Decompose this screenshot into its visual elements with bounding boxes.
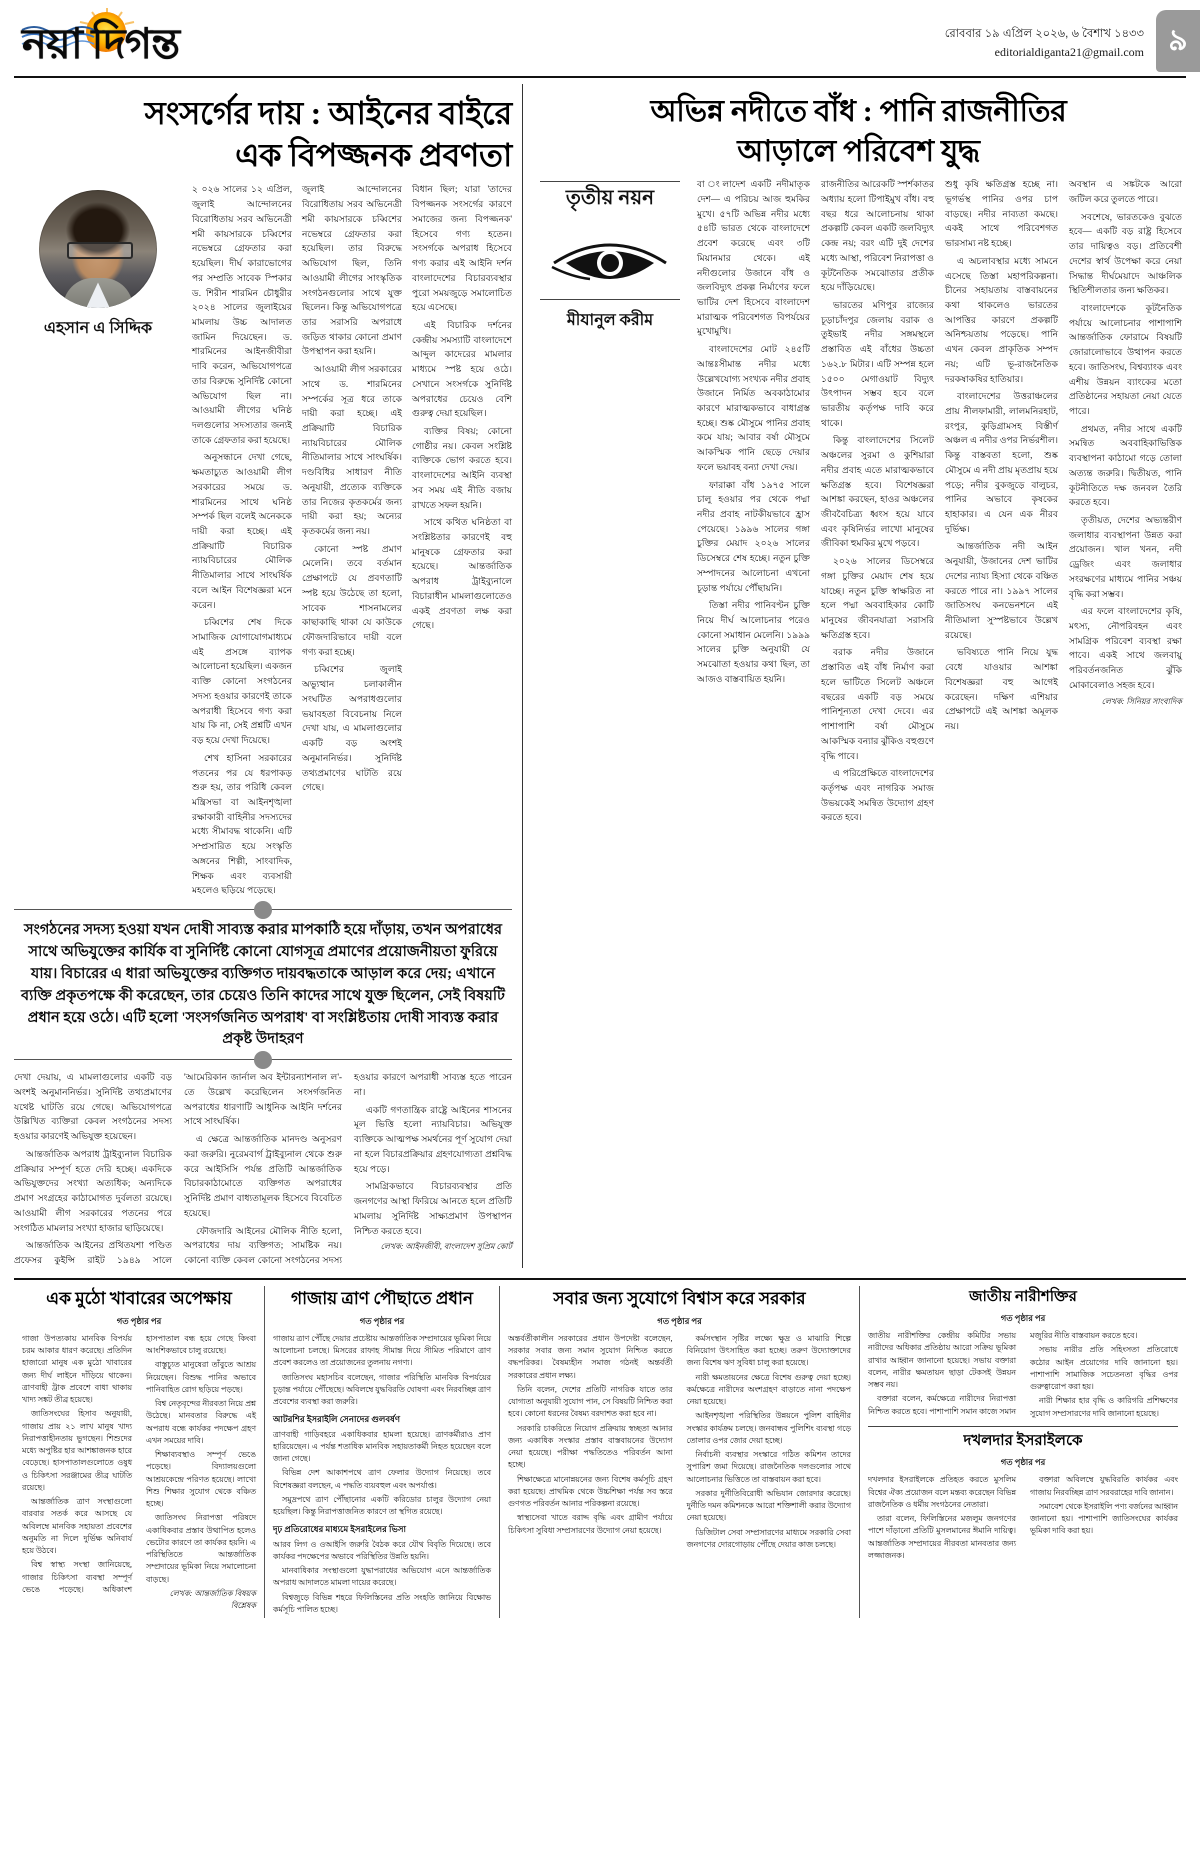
paragraph: জাতিসংঘের হিসাব অনুযায়ী, গাজায় প্রায় ২১ লাখ মানুষ খাদ্য নিরাপত্তাহীনতায় ভুগছেন। শিশুদের মধ্যে অপুষ্টির হার আশঙ্কাজনক হারে বেড়েছে। হাসপাতালগুলোতে ওষুধ ও চিকিৎসা সরঞ্জামের তীব্র ঘাটতি রয়েছে।	[22, 1409, 132, 1492]
left-col-b	[302, 182, 402, 901]
paragraph: বাংলাদেশকে কূটনৈতিক পর্যায়ে আলোচনার পাশাপাশি আন্তর্জাতিক ফোরামে বিষয়টি জোরালোভাবে উত্থাপন করতে হবে। জাতিসংঘ, বিশ্বব্যাংক এবং এশীয় উন্নয়ন ব্যাংকের মতো প্রতিষ্ঠানের সহায়তা নেয়া যেতে পারে।	[1069, 302, 1182, 416]
paragraph: কিন্তু বাংলাদেশের সিলেট অঞ্চলের সুরমা ও কুশিয়ারা নদীর প্রবাহ এতে মারাত্মকভাবে ক্ষতিগ্রস্ত হবে। বিশেষজ্ঞরা আশঙ্কা করছেন, হাওর অঞ্চলের জীববৈচিত্র্য ধ্বংস হয়ে যাবে এবং কৃষিনির্ভর লাখো মানুষের জীবিকা হুমকির মুখে পড়বে।	[821, 435, 934, 549]
paragraph: মানবাধিকার সংস্থাগুলো যুদ্ধাপরাধের অভিযোগ এনে আন্তর্জাতিক অপরাধ আদালতে মামলা দায়ের করেছে।	[273, 1566, 491, 1588]
bottom-headline-1: এক মুঠো খাবারের অপেক্ষায়	[46, 1288, 232, 1308]
paragraph: বরাক নদীর উজানে প্রস্তাবিত এই বাঁধ নির্মাণ করা হলে ভাটিতে সিলেট অঞ্চলে বছরের একটি বড় সময়ে পানিশূন্যতা দেখা দেবে। এর পাশাপাশি বর্ষা মৌসুমে আকস্মিক বন্যার ঝুঁকিও বহুগুণে বৃদ্ধি পাবে।	[821, 647, 934, 761]
bottom-articles	[14, 1286, 1186, 1618]
right-col-c	[945, 177, 1058, 828]
paragraph: বাস্তুচ্যুত মানুষেরা তাঁবুতে আশ্রয় নিয়েছেন। বিশুদ্ধ পানির অভাবে পানিবাহিত রোগ ছড়িয়ে পড়ছে।	[146, 1360, 256, 1394]
paragraph: জুলাই আন্দোলনের বিরোধিতায় সরব অভিনেত্রী শমী কায়সারকে চব্বিশের নভেম্বরে গ্রেফতার করা হয়েছিল। তার বিরুদ্ধে অভিযোগ ছিল, তিনি আওয়ামী লীগের সাংস্কৃতিক সংগঠনগুলোর সাথে যুক্ত ছিলেন। কিন্তু অভিযোগপত্রে তার সরাসরি অপরাধে জড়িত থাকার কোনো প্রমাণ উপস্থাপন করা হয়নি।	[302, 184, 402, 357]
paragraph: বাংলাদেশের মোট ২৪৫টি আন্তঃসীমান্ত নদীর মধ্যে উল্লেখযোগ্য সংখ্যক নদীর প্রবাহ উজানে নির্মিত অবকাঠামোর কারণে মারাত্মকভাবে বাধাগ্রস্ত হচ্ছে। শুষ্ক মৌসুমে পানির প্রবাহ কমে যায়; আবার বর্ষা মৌসুমে আকস্মিক পানি ছেড়ে দেয়ার ফলে ভয়াবহ বন্যা দেখা দেয়।	[697, 344, 810, 472]
paragraph: জাতীয় নারীশক্তির কেন্দ্রীয় কমিটির সভায় নারীদের অধিকার প্রতিষ্ঠায় আরো সক্রিয় ভূমিকা রাখার আহ্বান জানানো হয়েছে। সভায় বক্তারা বলেন, নারীর ক্ষমতায়ন ছাড়া টেকসই উন্নয়ন সম্ভব নয়।	[868, 1331, 1016, 1390]
paragraph: জাতিসংঘ মহাসচিব বলেছেন, গাজার পরিস্থিতি মানবিক বিপর্যয়ের চূড়ান্ত পর্যায়ে পৌঁছেছে। অবিলম্বে যুদ্ধবিরতি ঘোষণা এবং নিরবচ্ছিন্ন ত্রাণ প্রবেশের ব্যবস্থা করা জরুরি।	[273, 1372, 491, 1406]
paragraph: আরব লিগ ও ওআইসি জরুরি বৈঠক করে যৌথ বিবৃতি দিয়েছে। তবে কার্যকর পদক্ষেপের অভাবে পরিস্থিতির উন্নতি হয়নি।	[273, 1539, 491, 1561]
publication-date: রোববার ১৯ এপ্রিল ২০২৬, ৬ বৈশাখ ১৪৩৩	[944, 28, 1144, 40]
paragraph: বক্তারা অবিলম্বে যুদ্ধবিরতি কার্যকর এবং গাজায় নিরবচ্ছিন্ন ত্রাণ সরবরাহের দাবি জানান।	[1030, 1475, 1178, 1497]
bottom-article-3	[499, 1286, 859, 1618]
paragraph: সমুদ্রপথে ত্রাণ পৌঁছানোর একটি করিডোর চালুর উদ্যোগ নেয়া হয়েছিল। কিন্তু নিরাপত্তাজনিত কারণে তা স্থগিত রয়েছে।	[273, 1494, 491, 1517]
paragraph: চব্বিশের শেষ দিকে সামাজিক যোগাযোগমাধ্যমে এই প্রসঙ্গে ব্যাপক আলোচনা হয়েছিল। একজন ব্যক্তি কোনো সংগঠনের সদস্য হওয়ার কারণেই তাকে অপরাধী হিসেবে গণ্য করা যায় কি না, সেই প্রশ্নটি এখন বড় হয়ে দেখা দিয়েছে।	[192, 617, 292, 746]
paragraph: আন্তর্জাতিক ত্রাণ সংস্থাগুলো বারবার সতর্ক করে আসছে যে অবিলম্বে মানবিক সহায়তা প্রবেশের অনুমতি না দিলে দুর্ভিক্ষ অনিবার্য হয়ে উঠবে।	[22, 1497, 132, 1555]
pull-quote-block	[14, 909, 512, 1060]
editorial-email[interactable]: editorialdiganta21@gmail.com	[994, 45, 1144, 60]
paragraph: দখলদার ইসরাইলকে প্রতিহত করতে মুসলিম বিশ্বের ঐক্য প্রয়োজন বলে মন্তব্য করেছেন বিভিন্ন রাজনৈতিক ও ধর্মীয় সংগঠনের নেতারা।	[868, 1475, 1016, 1509]
pull-quote-rule-bottom	[14, 1059, 512, 1060]
paragraph: জাতিসংঘ নিরাপত্তা পরিষদে একাধিকবার প্রস্তাব উত্থাপিত হলেও ভেটোর কারণে তা কার্যকর হয়নি। এ পরিস্থিতিতে আন্তর্জাতিক সম্প্রদায়ের ভূমিকা নিয়ে সমালোচনা বাড়ছে।	[146, 1513, 256, 1584]
paragraph: শিক্ষাব্যবস্থাও সম্পূর্ণ ভেঙে পড়েছে। বিদ্যালয়গুলো আশ্রয়কেন্দ্রে পরিণত হয়েছে। লাখো শিশু শিক্ষার সুযোগ থেকে বঞ্চিত হচ্ছে।	[146, 1450, 256, 1508]
paragraph: বিশ্বজুড়ে বিভিন্ন শহরে ফিলিস্তিনের প্রতি সংহতি জানিয়ে বিক্ষোভ কর্মসূচি পালিত হচ্ছে।	[273, 1592, 491, 1614]
column-rule-bottom	[540, 299, 680, 300]
paragraph: আন্তর্জাতিক আইনের প্রথিতযশা পণ্ডিত প্রফেসর কুইন্সি রাইট ১৯৪৯ সালে 'আমেরিকান জার্নাল অব ইন্টারন্যাশনাল ল'-তে উল্লেখ করেছিলেন সংসর্গজনিত অপরাধের ধারণাটি আধুনিক আইনি দর্শনের সাথে সাংঘর্ষিক।	[14, 1072, 342, 1265]
paragraph: আইনশৃঙ্খলা পরিস্থিতির উন্নয়নে পুলিশ বাহিনীর সংস্কার কার্যক্রম চলছে। জনবান্ধব পুলিশিং ব্যবস্থা গড়ে তোলার ওপর জোর দেয়া হচ্ছে।	[686, 1411, 851, 1445]
headline-line-1: অভিন্ন নদীতে বাঁধ : পানি রাজনীতির	[650, 95, 1067, 128]
paragraph: গাজা উপত্যকায় মানবিক বিপর্যয় চরম আকার ধারণ করেছে। প্রতিদিন হাজারো মানুষ এক মুঠো খাবারের জন্য দীর্ঘ লাইনে দাঁড়িয়ে থাকেন। ত্রাণবাহী ট্রাক প্রবেশে বাধা থাকায় খাদ্য সঙ্কট তীব্র হয়েছে।	[22, 1333, 132, 1404]
paragraph: সভায় নারীর প্রতি সহিংসতা প্রতিরোধে কঠোর আইন প্রয়োগের দাবি জানানো হয়। পাশাপাশি সামাজিক সচেতনতা বৃদ্ধির ওপর গুরুত্বারোপ করা হয়।	[1030, 1345, 1178, 1392]
paragraph: কোনো স্পষ্ট প্রমাণ মেলেনি। তবে বর্তমান প্রেক্ষাপটে যে প্রবণতাটি স্পষ্ট হয়ে উঠেছে তা হলো, সাবেক শাসনামলের কাছাকাছি থাকা যে কাউকে ফৌজদারিভাবে দায়ী বলে গণ্য করা হচ্ছে।	[302, 543, 402, 657]
pull-quote-rule-top	[14, 909, 512, 910]
author-collar	[86, 282, 110, 308]
bottom-article-2	[264, 1286, 499, 1618]
left-col-c	[412, 182, 512, 901]
masthead-divider	[14, 76, 1186, 78]
continuation-note-2: গত পৃষ্ঠার পর	[359, 1316, 405, 1326]
paragraph: আওয়ামী লীগ সরকারের সাথে ড. শারমিনের সম্পর্কের সূত্র ধরে তাকে দায়ী করা হচ্ছে। এই প্রক্রিয়াটি বিচারিক ন্যায়বিচারের মৌলিক নীতিমালার সাথে সাংঘর্ষিক। দণ্ডবিধির সাধারণ নীতি অনুযায়ী, প্রত্যেক ব্যক্তিকে তার নিজের কৃতকর্মের জন্য দায়ী করা হয়; অন্যের কৃতকর্মের জন্য নয়।	[302, 364, 402, 536]
paragraph: তারা বলেন, ফিলিস্তিনের মজলুম জনগণের পাশে দাঁড়ানো প্রতিটি মুসলমানের ঈমানি দায়িত্ব। আন্তর্জাতিক সম্প্রদায়ের নীরবতা মানবতার জন্য লজ্জাজনক।	[868, 1514, 1016, 1560]
paragraph: বিশ্ব নেতৃবৃন্দের নীরবতা নিয়ে প্রশ্ন উঠেছে। মানবতার বিরুদ্ধে এই অপরাধ বন্ধে কার্যকর পদক্ষেপ গ্রহণ এখন সময়ের দাবি।	[146, 1399, 256, 1445]
section-divider	[14, 1278, 1186, 1280]
paragraph: ত্রাণবাহী গাড়িবহরে একাধিকবার হামলা হয়েছে। ত্রাণকর্মীরাও প্রাণ হারিয়েছেন। এ পর্যন্ত শতাধিক মানবিক সহায়তাকর্মী নিহত হয়েছেন বলে জানা গেছে।	[273, 1429, 491, 1464]
bottom-headline-3: সবার জন্য সুযোগে বিশ্বাস করে সরকার	[553, 1288, 806, 1308]
newspaper-logo[interactable]	[14, 10, 179, 66]
right-col-d	[1069, 177, 1182, 828]
left-col-a	[192, 182, 292, 901]
headline-line-2: আড়ালে পরিবেশ যুদ্ধ	[737, 134, 980, 168]
masthead	[14, 10, 1186, 72]
pull-quote-dot-bottom	[254, 1051, 272, 1069]
paragraph: নির্বাচনী ব্যবস্থার সংস্কারে গঠিত কমিশন তাদের সুপারিশ জমা দিয়েছে। রাজনৈতিক দলগুলোর সাথে আলোচনার ভিত্তিতে তা বাস্তবায়ন করা হবে।	[686, 1450, 851, 1484]
paragraph: সরকারি চাকরিতে নিয়োগ প্রক্রিয়ায় স্বচ্ছতা আনার জন্য একাধিক সংস্কার প্রস্তাব বাস্তবায়নের উদ্যোগ নেয়া হয়েছে। পরীক্ষা পদ্ধতিতেও পরিবর্তন আনা হচ্ছে।	[508, 1423, 673, 1470]
paragraph: বাংলাদেশের উত্তরাঞ্চলের প্রায় নীলফামারী, লালমনিরহাট, রংপুর, কুড়িগ্রামসহ বিস্তীর্ণ অঞ্চল এ নদীর ওপর নির্ভরশীল। কিন্তু বাস্তবতা হলো, শুষ্ক মৌসুমে এ নদী প্রায় মৃতপ্রায় হয়ে পড়ে; নদীর বুকজুড়ে বালুচর, পানির অভাবে কৃষকের হাহাকার। এ যেন এক নীরব দুর্ভিক্ষ।	[945, 391, 1058, 534]
article-right-headline	[535, 92, 1182, 171]
paragraph: তিনি বলেন, দেশের প্রতিটি নাগরিক যাতে তার যোগ্যতা অনুযায়ী সুযোগ পান, সে বিষয়টি নিশ্চিত করা হবে। কোনো ধরনের বৈষম্য বরদাশত করা হবে না।	[508, 1384, 673, 1419]
pull-quote-dot-top	[254, 901, 272, 919]
bottom-headline-4: জাতীয় নারীশক্তির	[969, 1288, 1077, 1305]
bottom-body-2	[273, 1333, 491, 1616]
pull-quote-text: সংগঠনের সদস্য হওয়া যখন দোষী সাব্যস্ত করার মাপকাঠি হয়ে দাঁড়ায়, তখন অপরাধের সাথে অভিযুক্তের কার্যিক বা সুনির্দিষ্ট কোনো যোগসূত্র প্রমাণের প্রয়োজনীয়তা ফুরিয়ে যায়। বিচারের এ ধারা অভিযুক্তের ব্যক্তিগত দায়বদ্ধতাকে আড়াল করে দেয়; এখানে ব্যক্তি প্রকৃতপক্ষে কী করেছেন, তার চেয়েও তিনি কাদের সাথে যুক্ত ছিলেন, সেই বিষয়টি প্রধান হয়ে ওঠে। এটি হলো 'সংসর্গজনিত অপরাধ' বা সংশ্লিষ্টতায় দোষী সাব্যস্ত করার প্রকৃষ্ট উদাহরণ	[20, 921, 505, 1048]
paragraph: বিধান ছিল; যারা 'তাদের বিপজ্জনক সংসর্গের কারণে সমাজের জন্য বিপজ্জনক' হিসেবে গণ্য হতেন। সংসর্গকে অপরাধ হিসেবে গণ্য করার এই আইনি দর্শন বাংলাদেশের বিচারব্যবস্থার পুরো সময়জুড়ে সমালোচিত হয়ে এসেছে।	[412, 184, 512, 313]
paragraph: সাথে কথিত ঘনিষ্ঠতা বা সংশ্লিষ্টতার কারণেই বহু মানুষকে গ্রেফতার করা হয়েছে। আন্তর্জাতিক অপরাধ ট্রাইব্যুনালে বিচারাধীন মামলাগুলোতেও একই প্রবণতা লক্ষ করা গেছে।	[412, 517, 512, 631]
continuation-note-3: গত পৃষ্ঠার পর	[657, 1316, 702, 1326]
eye-icon	[550, 233, 670, 289]
article-left-body-top	[14, 182, 512, 901]
article-left-body-bottom	[14, 1070, 512, 1267]
paragraph: দেখা দেয়ায়, এ মামলাগুলোর একটি বড় অংশই অনুমাননির্ভর। সুনির্দিষ্ট তথ্যপ্রমাণের যথেষ্ট ঘাটতি রয়ে গেছে। অভিযোগপত্রে উল্লিখিত ব্যক্তিরা কেবল সংগঠনের সদস্য হওয়ার কারণেই অভিযুক্ত হয়েছেন।	[14, 1072, 172, 1142]
article-left	[14, 84, 522, 1268]
article-right	[522, 84, 1182, 1268]
continuation-note-5: গত পৃষ্ঠার পর	[1000, 1458, 1046, 1468]
paragraph: বিভিন্ন দেশ আকাশপথে ত্রাণ ফেলার উদ্যোগ নিয়েছে। তবে বিশেষজ্ঞরা বলছেন, এ পদ্ধতি ব্যয়বহুল এবং অপর্যাপ্ত।	[273, 1468, 491, 1490]
paragraph: চব্বিশের জুলাই অভ্যুত্থান চলাকালীন সংঘটিত অপরাধগুলোর ভয়াবহতা বিবেচনায় নিলে দেখা যায়, এ মামলাগুলোর একটি বড় অংশই অনুমাননির্ভর। সুনির্দিষ্ট তথ্যপ্রমাণের ঘাটতি রয়ে গেছে।	[302, 664, 402, 793]
continuation-note-1: গত পৃষ্ঠার পর	[116, 1316, 162, 1326]
paragraph: রাজনীতির আরেকটি স্পর্শকাতর অধ্যায় হলো টিপাইমুখ বাঁধ। বহু বছর ধরে আলোচনায় থাকা প্রকল্পটি কেবল একটি জলবিদ্যুৎ কেন্দ্র নয়; বরং এটি দুই দেশের মধ্যে আস্থা, পরিবেশ নিরাপত্তা ও কূটনৈতিক সমঝোতার প্রতীক হয়ে দাঁড়িয়েছে।	[821, 179, 934, 293]
bottom-subhead-2b: দৃঢ় প্রতিরোধের মাধ্যমে ইসরাইলের ভিসা	[273, 1524, 407, 1535]
paragraph: ডিজিটাল সেবা সম্প্রসারণের মাধ্যমে সরকারি সেবা জনগণের দোরগোড়ায় পৌঁছে দেয়ার কাজ চলছে।	[686, 1527, 851, 1549]
paragraph: আন্তর্জাতিক অপরাধ ট্রাইব্যুনাল বিচারিক প্রক্রিয়ার সম্পূর্ণ হতে দেরি হচ্ছে। একদিকে অভিযুক্তদের সংখ্যা অত্যধিক; অন্যদিকে প্রমাণ সংগ্রহের কাঠামোগত দুর্বলতা রয়েছে। আওয়ামী লীগ সরকারের পতনের পরে সংগঠিত মামলার সংখ্যা হাজার ছাড়িয়েছে।	[14, 1148, 172, 1233]
paragraph: ভারতের মণিপুর রাজ্যের চূড়াচাঁদপুর জেলায় বরাক ও তুইভাই নদীর সঙ্গমস্থলে প্রস্তাবিত এই বাঁধের উচ্চতা ১৬২.৮ মিটার। এটি সম্পন্ন হলে ১৫০০ মেগাওয়াট বিদ্যুৎ উৎপাদন সম্ভব হবে বলে ভারতীয় কর্তৃপক্ষ দাবি করে থাকে।	[821, 299, 934, 428]
right-col-a	[697, 177, 810, 828]
column-title: তৃতীয় নয়ন	[565, 187, 655, 210]
paragraph: আন্তর্জাতিক নদী আইন অনুযায়ী, উজানের দেশ ভাটির দেশের ন্যায্য হিস্যা থেকে বঞ্চিত করতে পারে না। ১৯৯৭ সালের জাতিসংঘ কনভেনশনে এই নীতিমালা সুস্পষ্টভাবে উল্লেখ রয়েছে।	[945, 541, 1058, 640]
paragraph: বক্তারা বলেন, কর্মক্ষেত্রে নারীদের নিরাপত্তা নিশ্চিত করতে হবে। পাশাপাশি সমান কাজে সমান মজুরির নীতি বাস্তবায়ন করতে হবে।	[868, 1331, 1138, 1416]
paragraph: নারী ক্ষমতায়নের ক্ষেত্রে বিশেষ গুরুত্ব দেয়া হচ্ছে। কর্মক্ষেত্রে নারীদের অংশগ্রহণ বাড়াতে নানা পদক্ষেপ নেয়া হয়েছে।	[686, 1372, 851, 1406]
paragraph: নারী শিক্ষার হার বৃদ্ধি ও কারিগরি প্রশিক্ষণের সুযোগ সম্প্রসারণের দাবি জানানো হয়েছে।	[1030, 1396, 1178, 1418]
headline-line-2: এক বিপজ্জনক প্রবণতা	[235, 137, 512, 174]
page-number-badge	[1156, 10, 1200, 72]
top-articles	[14, 84, 1186, 1268]
logo-text: নয়া দিগন্ত	[22, 22, 180, 68]
author-name: এহসান এ সিদ্দিক	[43, 320, 153, 338]
paragraph: এ ক্ষেত্রে আন্তর্জাতিক মানদণ্ড অনুসরণ করা জরুরি। নুরেমবার্গ ট্রাইব্যুনাল থেকে শুরু করে আইসিসি পর্যন্ত প্রতিটি আন্তর্জাতিক বিচারকাঠামোতে ব্যক্তিগত অপরাধের সুনির্দিষ্ট প্রমাণ বাধ্যতামূলক হিসেবে বিবেচিত হয়েছে।	[184, 1134, 342, 1218]
paragraph: বিশ্ব স্বাস্থ্য সংস্থা জানিয়েছে, গাজার চিকিৎসা ব্যবস্থা সম্পূর্ণ ভেঙে পড়েছে। অধিকাংশ হাসপাতাল বন্ধ হয়ে গেছে কিংবা আংশিকভাবে চালু রয়েছে।	[22, 1333, 256, 1594]
paragraph: সবশেষে, ভারতকেও বুঝতে হবে— একটি বড় রাষ্ট্র হিসেবে তার দায়িত্বও বড়। প্রতিবেশী দেশের স্বার্থ উপেক্ষা করে নেয়া সিদ্ধান্ত দীর্ঘমেয়াদে আঞ্চলিক স্থিতিশীলতার জন্য ক্ষতিকর।	[1069, 211, 1182, 296]
article-left-headline	[14, 92, 512, 176]
bottom-article-4-divider	[868, 1426, 1178, 1427]
continuation-note-4: গত পৃষ্ঠার পর	[1000, 1314, 1046, 1324]
paragraph: ২ ০২৬ সালের ১২ এপ্রিল, জুলাই আন্দোলনের বিরোধিতায় সরব অভিনেত্রী শমী কায়সারকে চব্বিশের নভেম্বরে গ্রেফতার করা হয়েছিল। দীর্ঘ কারাভোগের পর সম্প্রতি সাবেক স্পিকার ড. শিরীন শারমিন চৌধুরীর ২০২৪ সালের জুলাইয়ের মামলায় উচ্চ আদালত জামিন দিয়েছেন। ড. শারমিনের আইনজীবীরা দাবি করেন, অভিযোগপত্রে তার বিরুদ্ধে সুনির্দিষ্ট কোনো অভিযোগ ছিল না। আওয়ামী লীগের ঘনিষ্ঠ দলগুলোর সদস্যতার জন্যই তাকে গ্রেফতার করা হয়েছে।	[192, 184, 292, 445]
paragraph: সরকার দুর্নীতিবিরোধী অভিযান জোরদার করেছে। দুর্নীতি দমন কমিশনকে আরো শক্তিশালী করার উদ্যোগ নেয়া হয়েছে।	[686, 1488, 851, 1523]
article-credit: লেখক: আইনজীবী, বাংলাদেশ সুপ্রিম কোর্ট	[380, 1242, 512, 1252]
paragraph: শুধু কৃষি ক্ষতিগ্রস্ত হচ্ছে না। ভূগর্ভস্থ পানির ওপর চাপ বাড়ছে। নদীর নাব্যতা কমছে। একই সাথে পরিবেশগত ভারসাম্য নষ্ট হচ্ছে।	[945, 179, 1058, 249]
paragraph: তিস্তা নদীর পানিবণ্টন চুক্তি নিয়ে দীর্ঘ আলোচনার পরেও কোনো সমাধান মেলেনি। ১৯৯৯ সালের চুক্তি অনুযায়ী যে সমঝোতা হওয়ার কথা ছিল, তা আজও বাস্তবায়িত হয়নি।	[697, 600, 810, 684]
paragraph: সমাবেশ থেকে ইসরাইলি পণ্য বর্জনের আহ্বান জানানো হয়। পাশাপাশি জাতিসংঘের কার্যকর ভূমিকা দাবি করা হয়।	[1030, 1501, 1178, 1536]
right-col-b	[821, 177, 934, 828]
paragraph: সামগ্রিকভাবে বিচারব্যবস্থার প্রতি জনগণের আস্থা ফিরিয়ে আনতে হলে প্রতিটি মামলায় সুনির্দিষ্ট সাক্ষ্যপ্রমাণ উপস্থাপন নিশ্চিত করতে হবে।	[354, 1181, 512, 1236]
bottom-body-3	[508, 1333, 851, 1553]
paragraph: শিক্ষাক্ষেত্রে মানোন্নয়নের জন্য বিশেষ কর্মসূচি গ্রহণ করা হয়েছে। প্রাথমিক থেকে উচ্চশিক্ষা পর্যন্ত সব স্তরে গুণগত পরিবর্তন আনার পরিকল্পনা রয়েছে।	[508, 1474, 673, 1508]
paragraph: অন্তর্বর্তীকালীন সরকারের প্রধান উপদেষ্টা বলেছেন, সরকার সবার জন্য সমান সুযোগ নিশ্চিত করতে বদ্ধপরিকর। বৈষম্যহীন সমাজ গঠনই অন্তর্বর্তী সরকারের প্রধান লক্ষ্য।	[508, 1333, 673, 1380]
paragraph: এ অচলাবস্থার মধ্যে সামনে এসেছে তিস্তা মহাপরিকল্পনা। চীনের সহায়তায় বাস্তবায়নের কথা থাকলেও ভারতের আপত্তির কারণে প্রকল্পটি অনিশ্চয়তায় পড়েছে। পানি এখন কেবল প্রাকৃতিক সম্পদ নয়; এটি ভূ-রাজনৈতিক দরকষাকষির হাতিয়ার।	[945, 255, 1058, 384]
bottom-body-1	[22, 1333, 256, 1613]
paragraph: ফৌজদারি আইনের মৌলিক নীতি হলো, অপরাধের দায় ব্যক্তিগত; সামষ্টিক নয়। কোনো ব্যক্তি কেবল কোনো সংগঠনের সদস্য হওয়ার কারণে অপরাধী সাব্যস্ত হতে পারেন না।	[184, 1072, 512, 1265]
page-number: ৯	[1168, 23, 1188, 57]
article-credit: লেখক: সিনিয়র সাংবাদিক	[1101, 696, 1182, 706]
article-credit: লেখক: আন্তর্জাতিক বিষয়ক বিশ্লেষক	[169, 1588, 256, 1611]
masthead-right	[945, 10, 1186, 72]
masthead-info	[945, 26, 1144, 61]
paragraph: এ পরিপ্রেক্ষিতে বাংলাদেশের কর্তৃপক্ষ এবং নাগরিক সমাজ উভয়কেই সমন্বিত উদ্যোগ গ্রহণ করতে হবে।	[821, 768, 934, 823]
paragraph: শেখ হাসিনা সরকারের পতনের পর যে ধরপাকড় শুরু হয়, তার পরিধি কেবল মন্ত্রিসভা বা আইনশৃঙ্খলা রক্ষাকারী বাহিনীর সদস্যদের মধ্যে সীমাবদ্ধ থাকেনি। এটি সম্প্রসারিত হয়ে সংস্কৃতি অঙ্গনের শিল্পী, সাংবাদিক, শিক্ষক এবং ব্যবসায়ী মহলেও ছড়িয়ে পড়েছে।	[192, 752, 292, 896]
paragraph: একটি গণতান্ত্রিক রাষ্ট্রে আইনের শাসনের মূল ভিত্তি হলো ন্যায়বিচার। অভিযুক্ত ব্যক্তিকে আত্মপক্ষ সমর্থনের পূর্ণ সুযোগ দেয়া না হলে বিচারপ্রক্রিয়ার গ্রহণযোগ্যতা প্রশ্নবিদ্ধ হয়ে পড়ে।	[354, 1104, 512, 1174]
bottom-body-5	[868, 1474, 1178, 1562]
paragraph: ব্যক্তির বিষয়; কোনো গোষ্ঠীর নয়। কেবল সংশ্লিষ্ট ব্যক্তিকে ভোগ করতে হবে। বাংলাদেশের আইনি ব্যবস্থা সব সময় এই নীতি বজায় রাখতে সফল হয়নি।	[412, 425, 512, 510]
bottom-article-4	[859, 1286, 1186, 1618]
paragraph: ২০২৬ সালের ডিসেম্বরে গঙ্গা চুক্তির মেয়াদ শেষ হয়ে যাচ্ছে। নতুন চুক্তি স্বাক্ষরিত না হলে পদ্মা অববাহিকার কোটি মানুষের জীবনযাত্রা সরাসরি ক্ষতিগ্রস্ত হবে।	[821, 556, 934, 640]
paragraph: অবস্থান এ সঙ্কটকে আরো জটিল করে তুলতে পারে।	[1069, 179, 1182, 204]
paragraph: এই বিচারিক দর্শনের কেন্দ্রীয় সমস্যাটি বাংলাদেশে আব্দুল কাদেরের মামলার মাধ্যমে স্পষ্ট হয়ে ওঠে। সেখানে সংসর্গকে সুনির্দিষ্ট অপরাধের চেয়েও বেশি গুরুত্ব দেয়া হয়েছিল।	[412, 319, 512, 419]
author-photo	[39, 190, 157, 308]
paragraph: অনুসন্ধানে দেখা গেছে, ক্ষমতাচ্যুত আওয়ামী লীগ সরকারের সময়ে ড. শারমিনের সাথে ঘনিষ্ঠ সম্পর্ক ছিল বলেই অনেককে দায়ী করা হচ্ছে। এই প্রক্রিয়াটি বিচারিক ন্যায়বিচারের মৌলিক নীতিমালার সাথে সাংঘর্ষিক বলে আইন বিশেষজ্ঞরা মনে করেন।	[192, 452, 292, 610]
paragraph: প্রথমত, নদীর সাথে একটি সমন্বিত অববাহিকাভিত্তিক ব্যবস্থাপনা কাঠামো গড়ে তোলা অত্যন্ত জরুরি। দ্বিতীয়ত, পানি কূটনীতিতে দক্ষ জনবল তৈরি করতে হবে।	[1069, 423, 1182, 508]
bottom-headline-2: গাজায় ত্রাণ পৌছাতে প্রধান	[290, 1288, 474, 1308]
bottom-headline-5: দখলদার ইসরাইলকে	[963, 1432, 1083, 1449]
paragraph: গাজায় ত্রাণ পৌঁছে দেয়ার প্রচেষ্টায় আন্তর্জাতিক সম্প্রদায়ের ভূমিকা নিয়ে আলোচনা চলছে। মিসরের রাফাহ সীমান্ত দিয়ে সীমিত পরিমাণে ত্রাণ প্রবেশ করলেও তা প্রয়োজনের তুলনায় নগণ্য।	[273, 1333, 492, 1368]
paragraph: এর ফলে বাংলাদেশের কৃষি, মৎস্য, নৌপরিবহন এবং সামগ্রিক পরিবেশ ব্যবস্থা রক্ষা পাবে। একই সাথে জলবায়ু পরিবর্তনজনিত ঝুঁকি মোকাবেলাও সহজ হবে।	[1069, 606, 1182, 690]
bottom-subhead-2a: আটরশির ইসরাইলি সেনাদের গুলবর্ষণ	[273, 1414, 401, 1425]
author-block	[14, 184, 182, 342]
headline-line-1: সংসর্গের দায় : আইনের বাইরে	[144, 95, 512, 131]
paragraph: ফারাক্কা বাঁধ ১৯৭৫ সালে চালু হওয়ার পর থেকে পদ্মা নদীর প্রবাহ নাটকীয়ভাবে হ্রাস পেয়েছে। ১৯৯৬ সালের গঙ্গা চুক্তির মেয়াদ ২০২৬ সালের ডিসেম্বরে শেষ হচ্ছে। নতুন চুক্তি সম্পাদনের আলোচনা এখনো চূড়ান্ত পর্যায়ে পৌঁছায়নি।	[697, 479, 810, 593]
column-author-name: মীযানুল করীম	[566, 312, 654, 330]
paragraph: ভবিষ্যতে পানি নিয়ে যুদ্ধ বেধে যাওয়ার আশঙ্কা বিশেষজ্ঞরা বহু আগেই করেছেন। দক্ষিণ এশিয়ার প্রেক্ষাপটে এই আশঙ্কা অমূলক নয়।	[945, 647, 1058, 732]
paragraph: তৃতীয়ত, দেশের অভ্যন্তরীণ জলাধার ব্যবস্থাপনা উন্নত করা প্রয়োজন। খাল খনন, নদী ড্রেজিং এবং জলাধার সংরক্ষণের মাধ্যমে পানির সঞ্চয় বৃদ্ধি করা সম্ভব।	[1069, 515, 1182, 599]
bottom-article-1	[14, 1286, 264, 1618]
paragraph: স্বাস্থ্যসেবা খাতে বরাদ্দ বৃদ্ধি এবং গ্রামীণ পর্যায়ে চিকিৎসা সুবিধা সম্প্রসারণের উদ্যোগ নেয়া হয়েছে।	[508, 1513, 673, 1535]
paragraph: বা ংলাদেশ একটি নদীমাতৃক দেশ— এ পরিচয় আজ হুমকির মুখে। ৫৭টি অভিন্ন নদীর মধ্যে ৫৪টি ভারত থেকে বাংলাদেশে প্রবেশ করেছে এবং ৩টি মিয়ানমার থেকে। এই নদীগুলোর উজানে বাঁধ ও জলবিদ্যুৎ প্রকল্প নির্মাণের ফলে ভাটির দেশ হিসেবে বাংলাদেশ মারাত্মক পরিবেশগত বিপর্যয়ের মুখোমুখি।	[697, 179, 810, 337]
article-right-body	[535, 177, 1182, 828]
paragraph: কর্মসংস্থান সৃষ্টির লক্ষ্যে ক্ষুদ্র ও মাঝারি শিল্পে বিনিয়োগ উৎসাহিত করা হচ্ছে। তরুণ উদ্যোক্তাদের জন্য বিশেষ ঋণ সুবিধা চালু করা হয়েছে।	[686, 1333, 851, 1368]
column-brand-block	[535, 181, 685, 334]
bottom-body-4	[868, 1330, 1178, 1420]
